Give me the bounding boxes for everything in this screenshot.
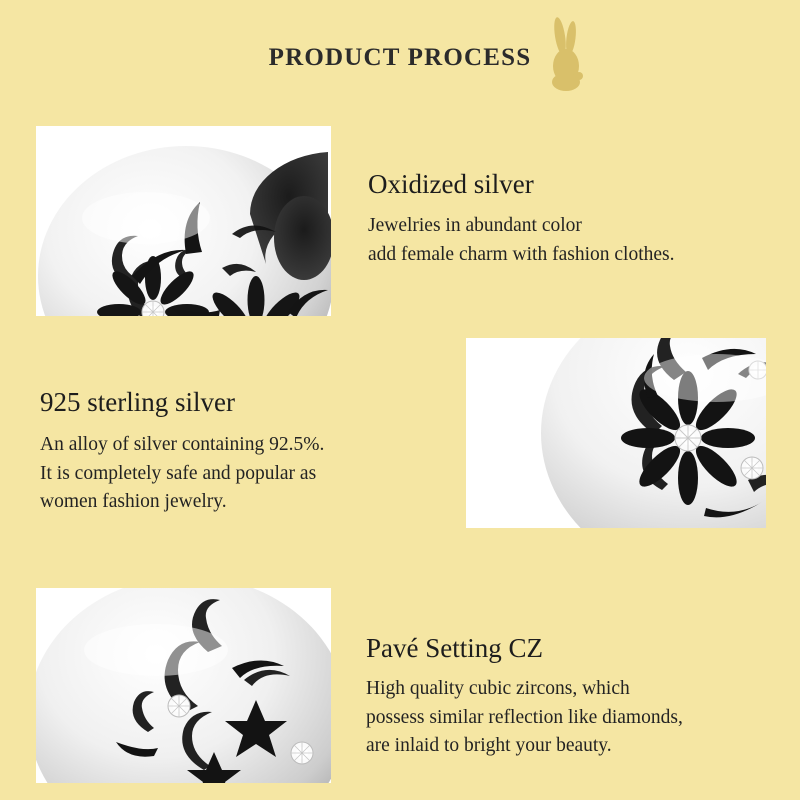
body-line: add female charm with fashion clothes. [368,243,675,265]
heading-sterling-silver: 925 sterling silver [40,387,235,417]
text-column-oxidized-silver [368,168,674,269]
heading-pave-setting-cz: Pavé Setting CZ [366,633,543,663]
page-header [0,44,800,72]
product-photo-pave-setting [36,588,331,783]
body-line: Jewelries in abundant color [368,215,582,237]
product-photo-sterling-silver [466,338,766,528]
page-title: PRODUCT PROCESS [268,44,532,71]
body-line: An alloy of silver containing 92.5%. [40,434,325,456]
rabbit-icon [546,16,586,92]
text-column-sterling-silver [40,386,324,516]
body-line: are inlaid to bright your beauty. [366,734,612,756]
body-line: High quality cubic zircons, which [366,678,630,700]
body-line: women fashion jewelry. [40,490,227,512]
heading-oxidized-silver: Oxidized silver [368,169,534,199]
product-photo-oxidized-silver [36,126,331,316]
text-column-pave-setting [366,632,683,760]
body-line: possess similar reflection like diamonds, [366,706,683,728]
body-line: It is completely safe and popular as [40,462,317,484]
